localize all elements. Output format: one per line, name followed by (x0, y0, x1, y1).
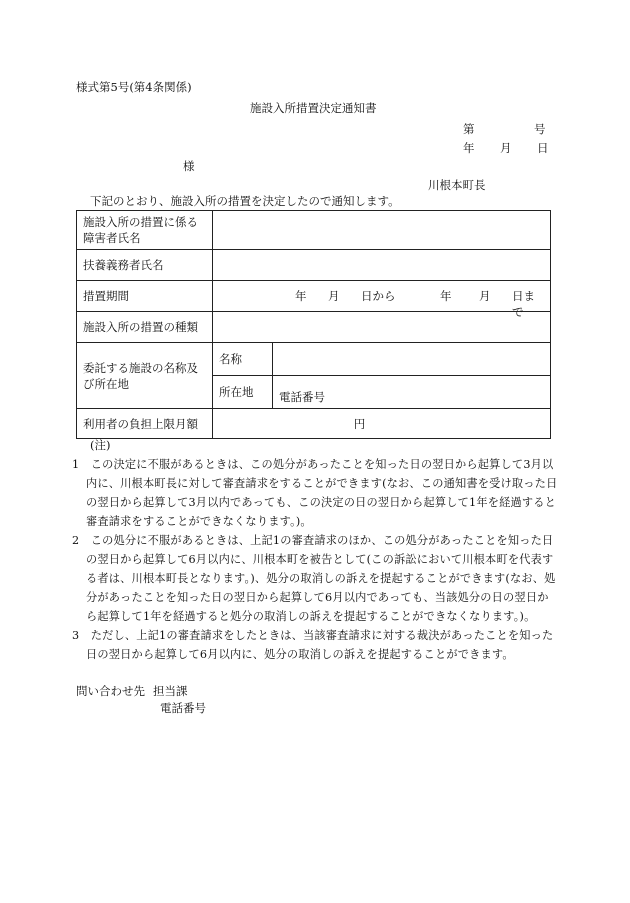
table-row (77, 250, 551, 281)
notes-list (72, 455, 558, 664)
table-row (77, 281, 551, 312)
facility-address-label: 所在地 (213, 376, 273, 409)
note-item: 3 ただし、上記1の審査請求をしたときは、当該審査請求に対する裁決があったことを知った日の翌日から起算して6月以内に、処分の取消しの訴えを提起することができます。 (72, 629, 554, 661)
yen-unit: 円 (353, 416, 366, 431)
note-item: 2 この処分に不服があるときは、上記1の審査請求のほか、この処分があったことを知った日の翌日から起算して6月以内に、川根本町を被告として(この訴訟において川根本町を代表する者は、川根本町長となります。)、処分の取消しの訴えを提起することができます(なお、処分があったことを知った日の翌日から起算して6月以内であっても、当該処分の日の翌日から起算して1年を経過すると処分の取消しの訴えを提起することができなくなります。)。 (72, 534, 556, 623)
table-row (77, 409, 551, 439)
table-row (77, 211, 551, 250)
notes-heading: (注) (90, 438, 111, 452)
recipient-name-field[interactable] (213, 211, 551, 250)
table-row (77, 343, 551, 376)
cost-limit-label: 利用者の負担上限月額 (77, 409, 213, 439)
contact-label: 問い合わせ先 (76, 684, 145, 698)
document-title: 施設入所措置決定通知書 (250, 101, 377, 115)
facility-label: 委託する施設の名称及び所在地 (77, 343, 213, 409)
recipient-name-label: 施設入所の措置に係る障害者氏名 (77, 211, 213, 250)
period-field[interactable] (213, 281, 551, 319)
issuer: 川根本町長 (428, 178, 486, 192)
guardian-name-field[interactable] (213, 250, 551, 281)
facility-address-field[interactable] (273, 376, 551, 409)
table-row (77, 312, 551, 343)
doc-number-suffix: 号 (534, 122, 546, 136)
period-from-day: 日から (361, 289, 396, 303)
addressee-suffix: 様 (183, 159, 195, 173)
phone-label: 電話番号 (279, 390, 325, 404)
period-label: 措置期間 (77, 281, 213, 312)
guardian-name-label: 扶養義務者氏名 (77, 250, 213, 281)
measure-type-field[interactable] (213, 312, 551, 343)
cost-limit-field[interactable] (213, 409, 551, 439)
date-year: 年 (463, 141, 475, 155)
date-day: 日 (537, 141, 549, 155)
facility-name-field[interactable] (273, 343, 551, 376)
measure-type-label: 施設入所の措置の種類 (77, 312, 213, 343)
form-number: 様式第5号(第4条関係) (76, 80, 192, 94)
period-to-month: 月 (479, 289, 491, 303)
period-to-day: 日まで (512, 289, 535, 319)
period-to-year: 年 (440, 289, 452, 303)
period-from-month: 月 (328, 289, 340, 303)
doc-number-prefix: 第 (463, 122, 475, 136)
note-item: 1 この決定に不服があるときは、この処分があったことを知った日の翌日から起算して3月以内に、川根本町長に対して審査請求をすることができます(なお、この通知書を受け取った日の翌日から起算して3月以内であっても、この決定の日の翌日から起算して1年を経過すると審査請求をすることができなくなります。)。 (72, 458, 558, 528)
intro-text: 下記のとおり、施設入所の措置を決定したので通知します。 (90, 194, 400, 208)
form-table (76, 210, 551, 439)
date-month: 月 (500, 141, 512, 155)
contact-phone: 電話番号 (160, 701, 206, 715)
period-from-year: 年 (295, 289, 307, 303)
contact-section: 担当課 (153, 684, 188, 698)
facility-name-label: 名称 (213, 343, 273, 376)
